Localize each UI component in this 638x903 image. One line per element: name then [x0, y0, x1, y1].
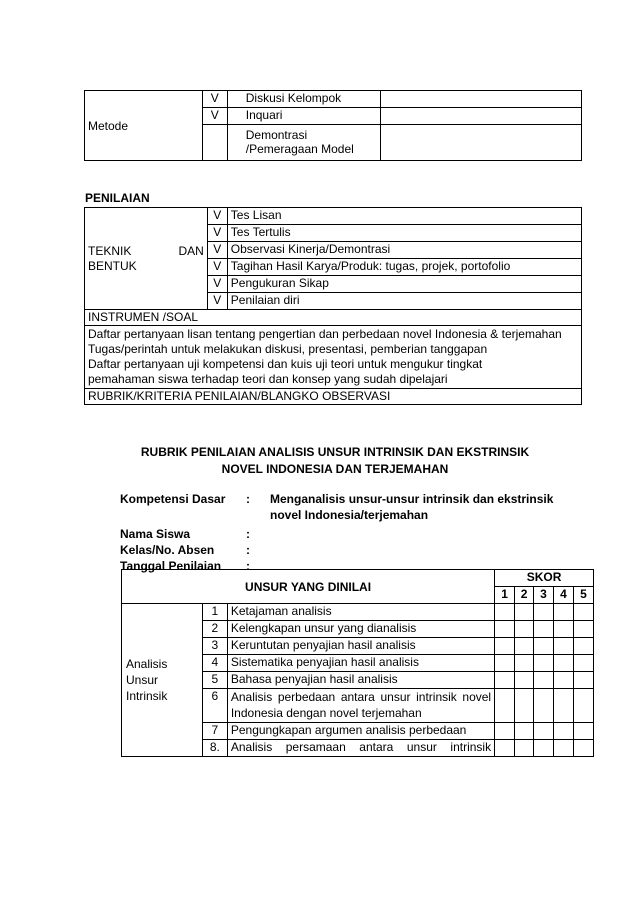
instrumen-line: Daftar pertanyaan lisan tentang pengertian dan perbedaan novel Indonesia & terjemahan: [88, 327, 562, 341]
metode-item: Inquari: [227, 108, 380, 125]
score-cell[interactable]: [515, 655, 534, 672]
score-cell[interactable]: [534, 655, 554, 672]
instrumen-line: Tugas/perintah untuk melakukan diskusi, presentasi, pemberian tanggapan: [88, 342, 488, 356]
score-cell[interactable]: [573, 604, 593, 621]
field-value: Menganalisis unsur-unsur intrinsik dan ekstrinsik novel Indonesia/terjemahan: [270, 492, 554, 522]
metode-empty-cell: [380, 125, 581, 161]
score-cell[interactable]: [573, 689, 593, 723]
group-label: Analisis Unsur Intrinsik: [122, 604, 203, 757]
row-number: 2: [202, 621, 227, 638]
penilaian-check: V: [207, 242, 227, 259]
score-cell[interactable]: [534, 689, 554, 723]
row-number: 1: [202, 604, 227, 621]
penilaian-item: Observasi Kinerja/Demontrasi: [227, 242, 581, 259]
field-label: Kelas/No. Absen: [120, 543, 215, 557]
skor-header: SKOR: [495, 570, 594, 587]
score-cell[interactable]: [495, 689, 515, 723]
penilaian-check: V: [207, 208, 227, 225]
skor-col-1: 1: [495, 587, 515, 604]
score-cell[interactable]: [554, 740, 574, 757]
field-nama-siswa: [120, 526, 580, 542]
row-text: Ketajaman analisis: [227, 604, 494, 621]
score-cell[interactable]: [573, 638, 593, 655]
score-cell[interactable]: [573, 723, 593, 740]
score-cell[interactable]: [495, 672, 515, 689]
rubrik-title-line2: NOVEL INDONESIA DAN TERJEMAHAN: [221, 462, 449, 476]
bentuk-word: BENTUK: [88, 258, 137, 273]
metode-check: V: [202, 108, 227, 125]
score-cell[interactable]: [534, 672, 554, 689]
skor-col-3: 3: [534, 587, 554, 604]
score-cell[interactable]: [495, 740, 515, 757]
row-number: 8.: [202, 740, 227, 757]
score-cell[interactable]: [534, 723, 554, 740]
row-text: Pengungkapan argumen analisis perbedaan: [227, 723, 494, 740]
score-cell[interactable]: [554, 604, 574, 621]
rubrik-label: RUBRIK/KRITERIA PENILAIAN/BLANGKO OBSERVASI: [85, 389, 582, 405]
metode-item: Diskusi Kelompok: [227, 91, 380, 108]
field-kompetensi-dasar: [120, 491, 580, 523]
score-cell[interactable]: [573, 621, 593, 638]
skor-col-2: 2: [515, 587, 534, 604]
skor-col-5: 5: [573, 587, 593, 604]
metode-check: [202, 125, 227, 161]
field-colon: :: [246, 492, 250, 506]
score-cell[interactable]: [534, 740, 554, 757]
metode-empty-cell: [380, 108, 581, 125]
row-text: Bahasa penyajian hasil analisis: [227, 672, 494, 689]
score-cell[interactable]: [515, 638, 534, 655]
row-number: 4: [202, 655, 227, 672]
penilaian-item: Tes Tertulis: [227, 225, 581, 242]
row-text: Keruntutan penyajian hasil analisis: [227, 638, 494, 655]
field-colon: :: [246, 527, 250, 541]
penilaian-check: V: [207, 293, 227, 310]
field-kelas-absen: [120, 542, 580, 558]
score-cell[interactable]: [573, 740, 593, 757]
row-text: Analisis persamaan antara unsur intrinsik: [227, 740, 494, 757]
score-cell[interactable]: [534, 638, 554, 655]
instrumen-content: [85, 326, 582, 389]
field-label: Tanggal Penilaian: [120, 559, 222, 573]
score-cell[interactable]: [573, 655, 593, 672]
row-number: 6: [202, 689, 227, 723]
rubrik-table: [121, 569, 594, 757]
score-cell[interactable]: [554, 638, 574, 655]
instrumen-label: INSTRUMEN /SOAL: [85, 310, 582, 326]
metode-empty-cell: [380, 91, 581, 108]
penilaian-item: Pengukuran Sikap: [227, 276, 581, 293]
field-colon: :: [246, 543, 250, 557]
score-cell[interactable]: [554, 655, 574, 672]
score-cell[interactable]: [554, 689, 574, 723]
skor-col-4: 4: [554, 587, 574, 604]
dan-word: DAN: [178, 243, 204, 258]
score-cell[interactable]: [495, 638, 515, 655]
row-text: Analisis perbedaan antara unsur intrinsik novel Indonesia dengan novel terjemahan: [227, 689, 494, 723]
penilaian-check: V: [207, 259, 227, 276]
row-text: Kelengkapan unsur yang dianalisis: [227, 621, 494, 638]
instrumen-line: Daftar pertanyaan uji kompetensi dan kuis uji teori untuk mengukur tingkat pemahaman siswa terhadap teori dan konsep yang sudah dipelajari: [88, 357, 483, 386]
score-cell[interactable]: [495, 604, 515, 621]
teknik-bentuk-label: [85, 208, 208, 310]
metode-item: Demontrasi /Pemeragaan Model: [227, 125, 380, 161]
score-cell[interactable]: [554, 621, 574, 638]
penilaian-table: [84, 207, 582, 405]
rubrik-fields: [120, 491, 580, 574]
score-cell[interactable]: [515, 672, 534, 689]
penilaian-item: Penilaian diri: [227, 293, 581, 310]
penilaian-item: Tes Lisan: [227, 208, 581, 225]
metode-check: V: [202, 91, 227, 108]
score-cell[interactable]: [515, 740, 534, 757]
unsur-header: UNSUR YANG DINILAI: [122, 570, 495, 604]
score-cell[interactable]: [495, 621, 515, 638]
score-cell[interactable]: [515, 723, 534, 740]
penilaian-check: V: [207, 276, 227, 293]
score-cell[interactable]: [554, 723, 574, 740]
score-cell[interactable]: [534, 604, 554, 621]
score-cell[interactable]: [495, 723, 515, 740]
row-text: Sistematika penyajian hasil analisis: [227, 655, 494, 672]
score-cell[interactable]: [534, 621, 554, 638]
penilaian-check: V: [207, 225, 227, 242]
rubrik-title-line1: RUBRIK PENILAIAN ANALISIS UNSUR INTRINSIK DAN EKSTRINSIK: [140, 445, 530, 459]
penilaian-heading: PENILAIAN: [85, 191, 150, 205]
field-label: Kompetensi Dasar: [120, 492, 226, 506]
score-cell[interactable]: [515, 604, 534, 621]
teknik-word: TEKNIK: [88, 243, 132, 258]
score-cell[interactable]: [515, 689, 534, 723]
row-number: 5: [202, 672, 227, 689]
score-cell[interactable]: [515, 621, 534, 638]
metode-label: Metode: [85, 91, 203, 161]
metode-table: [84, 90, 582, 161]
field-colon: :: [246, 559, 250, 573]
row-number: 7: [202, 723, 227, 740]
score-cell[interactable]: [573, 672, 593, 689]
score-cell[interactable]: [554, 672, 574, 689]
score-cell[interactable]: [495, 655, 515, 672]
rubrik-title: [100, 444, 570, 478]
field-label: Nama Siswa: [120, 527, 191, 541]
row-number: 3: [202, 638, 227, 655]
penilaian-item: Tagihan Hasil Karya/Produk: tugas, projek, portofolio: [227, 259, 581, 276]
